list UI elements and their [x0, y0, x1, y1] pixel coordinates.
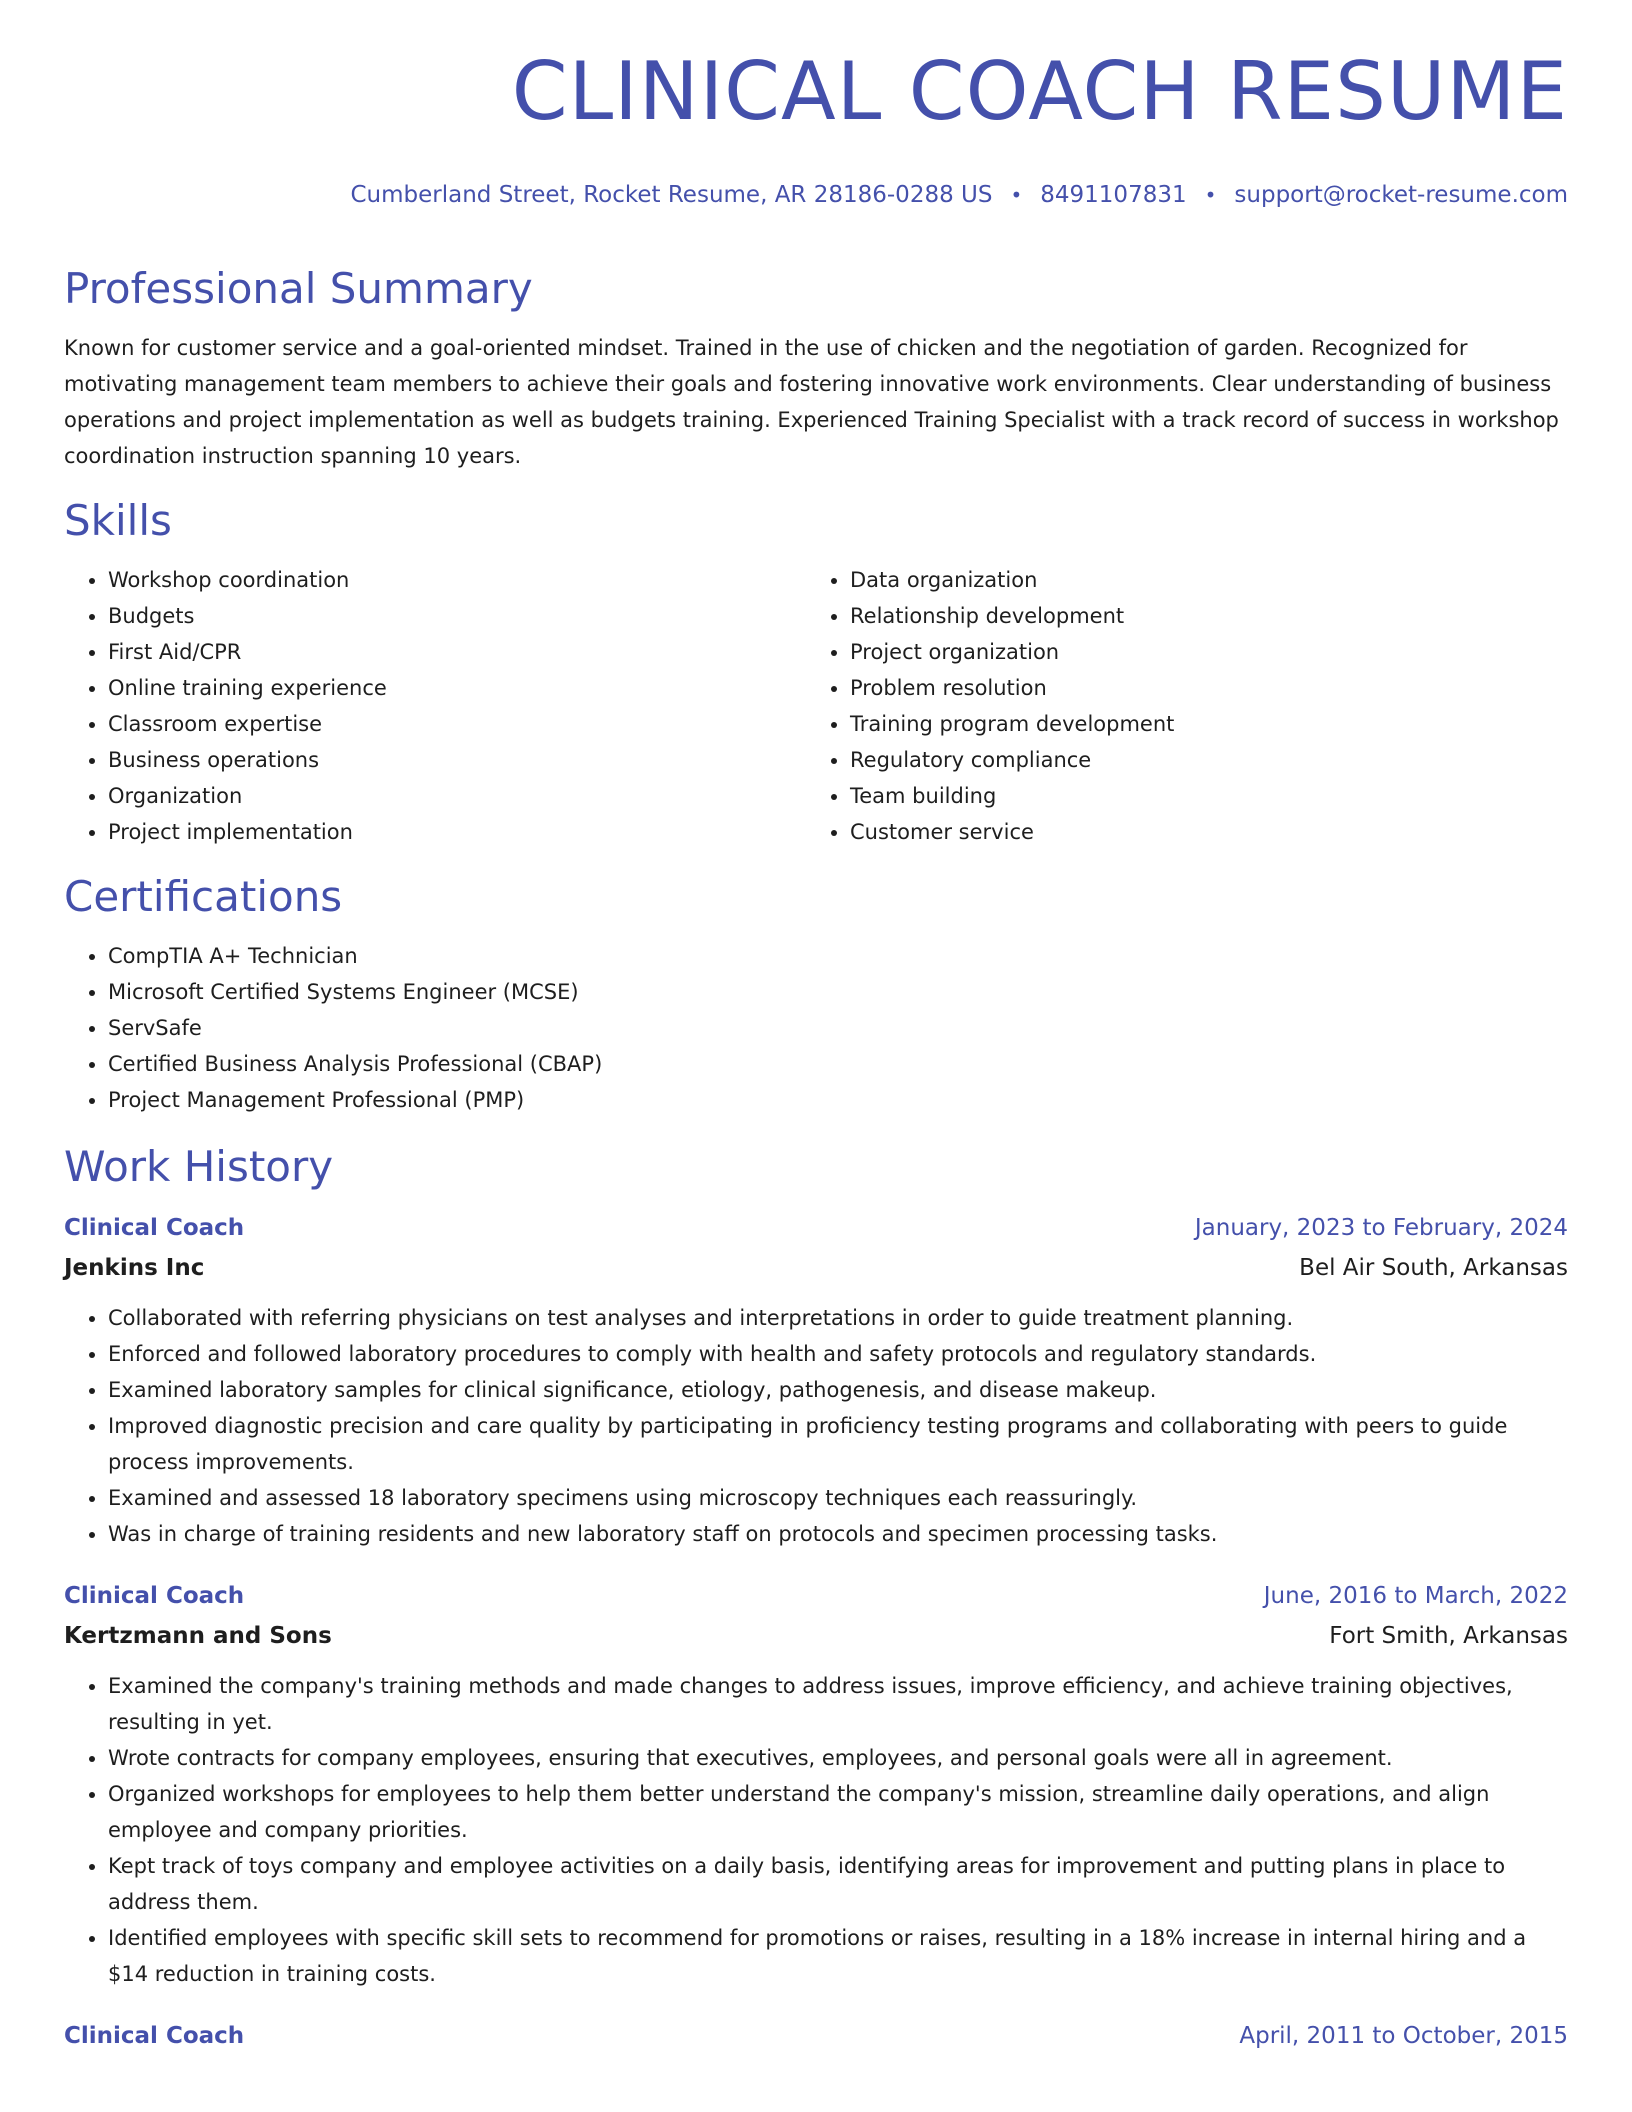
skills-section — [64, 494, 1568, 850]
skill-item: • Online training experience — [108, 670, 806, 706]
job-company-row — [64, 1616, 1568, 1656]
job-bullet: • Improved diagnostic precision and care quality by participating in proficiency testing programs and collaborating with peers to guide process improvements. — [108, 1408, 1568, 1480]
skill-item: • Regulatory compliance — [850, 742, 1548, 778]
certification-item: • Project Management Professional (PMP) — [108, 1082, 1568, 1118]
job-dates: June, 2016 to March, 2022 — [1263, 1583, 1568, 1609]
job-bullet: • Wrote contracts for company employees, ensuring that executives, employees, and personal goals were all in agreement. — [108, 1740, 1568, 1776]
skill-item: • Customer service — [850, 814, 1548, 850]
skill-item: • Project organization — [850, 634, 1548, 670]
certifications-heading: Certifications — [64, 872, 343, 921]
job-bullet: • Enforced and followed laboratory procedures to comply with health and safety protocols and regulatory standards. — [108, 1336, 1568, 1372]
skill-item: • Project implementation — [108, 814, 806, 850]
skills-list-left — [64, 562, 806, 850]
skill-item: • Data organization — [850, 562, 1548, 598]
work-history-section — [64, 1140, 1568, 2056]
job-bullet: • Collaborated with referring physicians on test analyses and interpretations in order to guide treatment planning. — [108, 1300, 1568, 1336]
job-bullets — [64, 1300, 1568, 1552]
job-bullet: • Examined the company's training methods and made changes to address issues, improve efficiency, and achieve training objectives, resulting in yet. — [108, 1668, 1568, 1740]
skill-item: • Business operations — [108, 742, 806, 778]
skill-item: • Classroom expertise — [108, 706, 806, 742]
job-title-row — [64, 1576, 1568, 1616]
job-entry — [64, 1208, 1568, 1552]
skill-item: • First Aid/CPR — [108, 634, 806, 670]
job-bullet: • Examined and assessed 18 laboratory specimens using microscopy techniques each reassuringly. — [108, 1480, 1568, 1516]
skills-columns — [64, 562, 1568, 850]
contact-line — [350, 182, 1568, 208]
certification-item: • CompTIA A+ Technician — [108, 938, 1568, 974]
contact-email: support@rocket-resume.com — [1234, 182, 1568, 208]
resume-content — [64, 262, 1568, 2080]
job-title-row — [64, 2016, 1568, 2056]
skills-list-right — [806, 562, 1548, 850]
job-bullet: • Was in charge of training residents and new laboratory staff on protocols and specimen processing tasks. — [108, 1516, 1568, 1552]
job-title: Clinical Coach — [64, 2023, 245, 2049]
skills-column-right — [806, 562, 1548, 850]
job-bullet: • Identified employees with specific skill sets to recommend for promotions or raises, resulting in a 18% increase in internal hiring and a $14 reduction in training costs. — [108, 1920, 1568, 1992]
job-entry — [64, 2016, 1568, 2056]
contact-phone: 8491107831 — [1040, 182, 1187, 208]
job-bullet: • Organized workshops for employees to help them better understand the company's mission, streamline daily operations, and align employee and company priorities. — [108, 1776, 1568, 1848]
contact-separator: • — [1204, 183, 1217, 207]
resume-title: CLINICAL COACH RESUME — [511, 45, 1568, 138]
certifications-list — [64, 938, 1568, 1118]
certification-item: • Microsoft Certified Systems Engineer (MCSE) — [108, 974, 1568, 1010]
job-dates: April, 2011 to October, 2015 — [1239, 2023, 1568, 2049]
job-bullet: • Examined laboratory samples for clinical significance, etiology, pathogenesis, and disease makeup. — [108, 1372, 1568, 1408]
job-company: Kertzmann and Sons — [64, 1623, 332, 1649]
certification-item: • Certified Business Analysis Professional (CBAP) — [108, 1046, 1568, 1082]
skill-item: • Relationship development — [850, 598, 1548, 634]
job-company: Jenkins Inc — [64, 1255, 205, 1281]
work-history-heading: Work History — [64, 1142, 334, 1191]
job-bullet: • Kept track of toys company and employee activities on a daily basis, identifying areas for improvement and putting plans in place to address them. — [108, 1848, 1568, 1920]
skills-column-left — [64, 562, 806, 850]
skill-item: • Training program development — [850, 706, 1548, 742]
job-dates: January, 2023 to February, 2024 — [1194, 1215, 1568, 1241]
summary-section — [64, 262, 1568, 474]
skill-item: • Organization — [108, 778, 806, 814]
job-bullets — [64, 1668, 1568, 1992]
job-title: Clinical Coach — [64, 1215, 245, 1241]
certification-item: • ServSafe — [108, 1010, 1568, 1046]
job-entry — [64, 1576, 1568, 1992]
contact-separator: • — [1010, 183, 1023, 207]
contact-address: Cumberland Street, Rocket Resume, AR 28186-0288 US — [350, 182, 993, 208]
skill-item: • Problem resolution — [850, 670, 1548, 706]
job-location: Bel Air South, Arkansas — [1299, 1255, 1568, 1281]
summary-heading: Professional Summary — [64, 264, 533, 313]
job-location: Fort Smith, Arkansas — [1329, 1623, 1568, 1649]
skills-heading: Skills — [64, 496, 172, 545]
job-title-row — [64, 1208, 1568, 1248]
skill-item: • Budgets — [108, 598, 806, 634]
skill-item: • Workshop coordination — [108, 562, 806, 598]
certifications-section — [64, 870, 1568, 1118]
skill-item: • Team building — [850, 778, 1548, 814]
job-company-row — [64, 1248, 1568, 1288]
summary-text: Known for customer service and a goal-oriented mindset. Trained in the use of chicken and the negotiation of garden. Recognized for motivating management team members to achieve their goals and fostering innovative work environments. Clear understanding of business operations and project implementation as well as budgets training. Experienced Training Specialist with a track record of success in workshop coordination instruction spanning 10 years. — [64, 336, 1559, 468]
job-title: Clinical Coach — [64, 1583, 245, 1609]
